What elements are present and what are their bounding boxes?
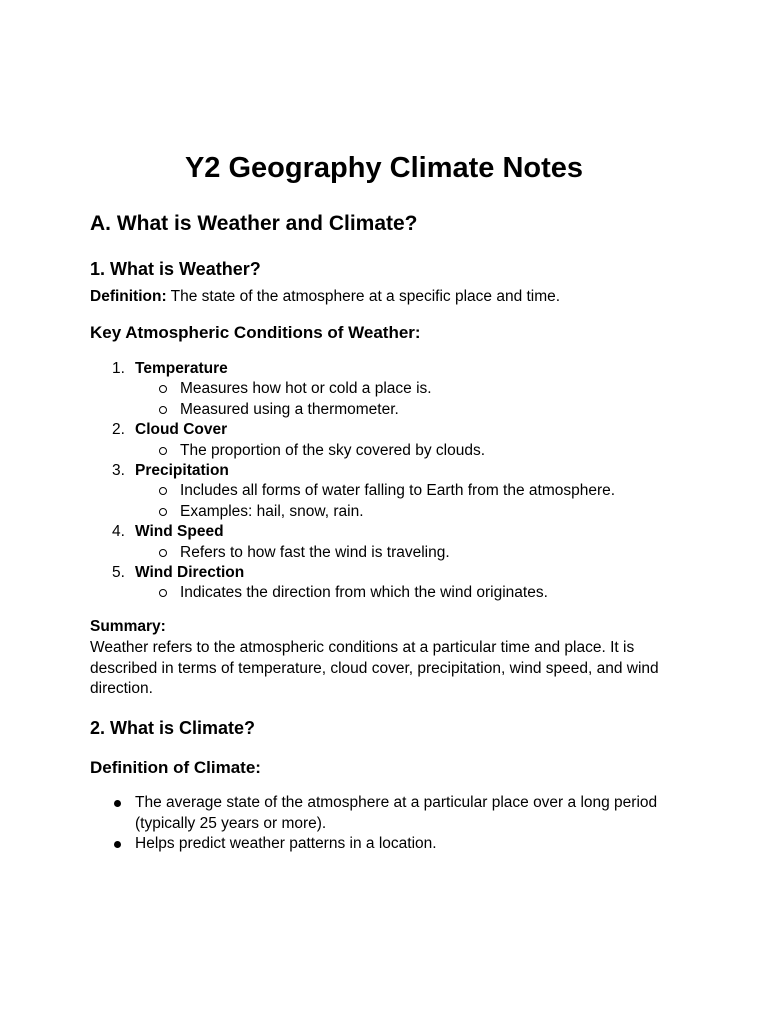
bullet-icon — [114, 800, 121, 807]
point-text: Helps predict weather patterns in a location. — [135, 835, 437, 852]
list-item — [90, 420, 615, 461]
climate-points-list — [90, 793, 670, 855]
hollow-bullet-icon — [159, 549, 167, 557]
hollow-bullet-icon — [159, 589, 167, 597]
point-text: Includes all forms of water falling to Earth from the atmosphere. — [180, 482, 616, 500]
list-number: 3. — [112, 462, 125, 480]
climate-definition-heading: Definition of Climate: — [90, 758, 261, 777]
conditions-heading: Key Atmospheric Conditions of Weather: — [90, 323, 421, 342]
point-text: Examples: hail, snow, rain. — [180, 502, 364, 520]
list-item — [90, 359, 615, 420]
list-item — [90, 522, 615, 563]
list-item — [135, 502, 615, 522]
conditions-list — [90, 359, 615, 604]
section-a-heading: A. What is Weather and Climate? — [90, 212, 418, 235]
sub-list — [135, 543, 615, 563]
hollow-bullet-icon — [159, 406, 167, 414]
list-item — [90, 793, 670, 834]
list-item — [90, 461, 615, 522]
list-item — [135, 400, 615, 420]
climate-heading: 2. What is Climate? — [90, 718, 256, 738]
hollow-bullet-icon — [159, 487, 167, 495]
point-text: The proportion of the sky covered by clouds. — [180, 441, 485, 459]
list-item — [90, 834, 670, 855]
list-number: 2. — [112, 421, 125, 439]
point-text: Measures how hot or cold a place is. — [180, 380, 432, 398]
definition-label: Definition: — [90, 288, 167, 305]
point-text: The average state of the atmosphere at a particular place over a long period (typically 25 years or more). — [135, 794, 658, 832]
list-number: 4. — [112, 523, 125, 541]
weather-heading: 1. What is Weather? — [90, 259, 261, 279]
list-item — [90, 563, 615, 604]
summary-text: Weather refers to the atmospheric conditions at a particular time and place. It is described in terms of temperature, cloud cover, precipitation, wind speed, and wind direction. — [90, 639, 659, 697]
condition-name: Wind Speed — [135, 523, 224, 541]
sub-list — [135, 441, 615, 461]
list-item — [135, 583, 615, 603]
weather-definition — [90, 287, 690, 308]
condition-name: Temperature — [135, 360, 228, 377]
bullet-icon — [114, 841, 121, 848]
summary-label: Summary: — [90, 618, 166, 635]
list-number: 1. — [112, 360, 125, 377]
hollow-bullet-icon — [159, 385, 167, 393]
condition-name: Cloud Cover — [135, 421, 228, 439]
sub-list — [135, 583, 615, 603]
hollow-bullet-icon — [159, 508, 167, 516]
definition-text: The state of the atmosphere at a specific place and time. — [166, 288, 561, 305]
hollow-bullet-icon — [159, 447, 167, 455]
list-item — [135, 481, 615, 501]
condition-name: Precipitation — [135, 462, 229, 480]
point-text: Refers to how fast the wind is traveling. — [180, 543, 450, 561]
list-number: 5. — [112, 564, 125, 582]
sub-list — [135, 379, 615, 420]
list-item — [135, 379, 615, 399]
sub-list — [135, 481, 615, 522]
condition-name: Wind Direction — [135, 564, 245, 582]
page-title: Y2 Geography Climate Notes — [184, 152, 584, 184]
list-item — [135, 543, 615, 563]
point-text: Measured using a thermometer. — [180, 400, 399, 418]
point-text: Indicates the direction from which the wind originates. — [180, 584, 548, 602]
list-item — [135, 441, 615, 461]
